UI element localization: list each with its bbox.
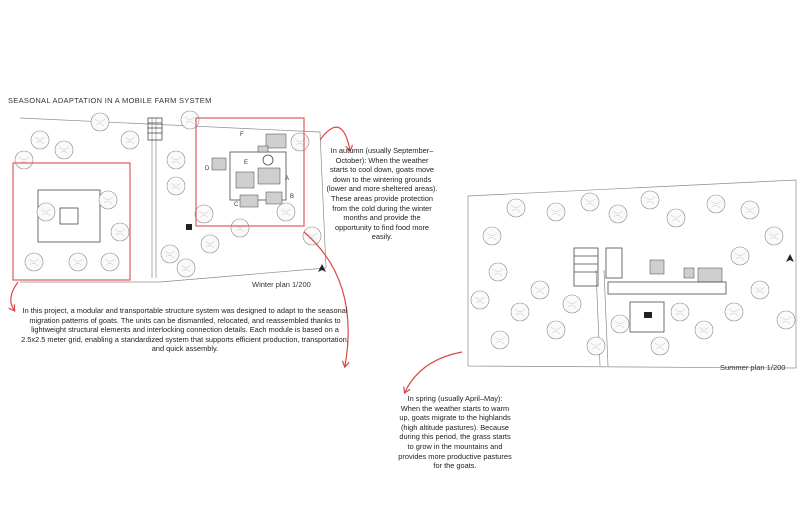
- spring-description: In spring (usually April–May): When the weather starts to warm up, goats migrate to the highlands (high altitude pastures). Because during this period, the grass starts to grow in the mountains and provides more productive pastures for the goats.: [398, 394, 512, 471]
- module-label-a: A: [285, 176, 290, 182]
- winter-site-plan: [13, 111, 326, 282]
- winter-plan-label: Winter plan 1/200: [252, 280, 311, 289]
- module-label-c: C: [234, 202, 239, 208]
- stair-element: [148, 118, 162, 140]
- summer-site-plan: [468, 180, 796, 368]
- module-label-f: F: [240, 132, 244, 138]
- winter-module-cluster: [212, 134, 286, 207]
- module-label-e: E: [244, 160, 249, 166]
- autumn-description: In autumn (usually September–October): When the weather starts to cool down, goats move down to the wintering grounds (lower and more sheltered areas). These areas provide protection from the cold during the winter months and provide the opportunity to find food more easily.: [326, 146, 438, 242]
- module-label-d: D: [205, 166, 210, 172]
- arrow-summer-to-spring-text: [405, 352, 462, 392]
- module-label-b: B: [290, 194, 295, 200]
- page-title: SEASONAL ADAPTATION IN A MOBILE FARM SYSTEM: [8, 96, 212, 105]
- summer-plan-label: Summer plan 1/200: [720, 363, 786, 372]
- north-arrow-summer: [786, 254, 794, 262]
- project-description: In this project, a modular and transportable structure system was designed to adapt to the seasonal migration patterns of goats. The units can be dismantled, relocated, and reassembled thanks to lightweight structural elements and interlocking connection details. Each module is based on a 2.5x2.5 meter grid, enabling a standardized system that supports efficient production, transportation, and quick assembly.: [21, 306, 349, 354]
- arrow-to-project-text: [11, 282, 18, 310]
